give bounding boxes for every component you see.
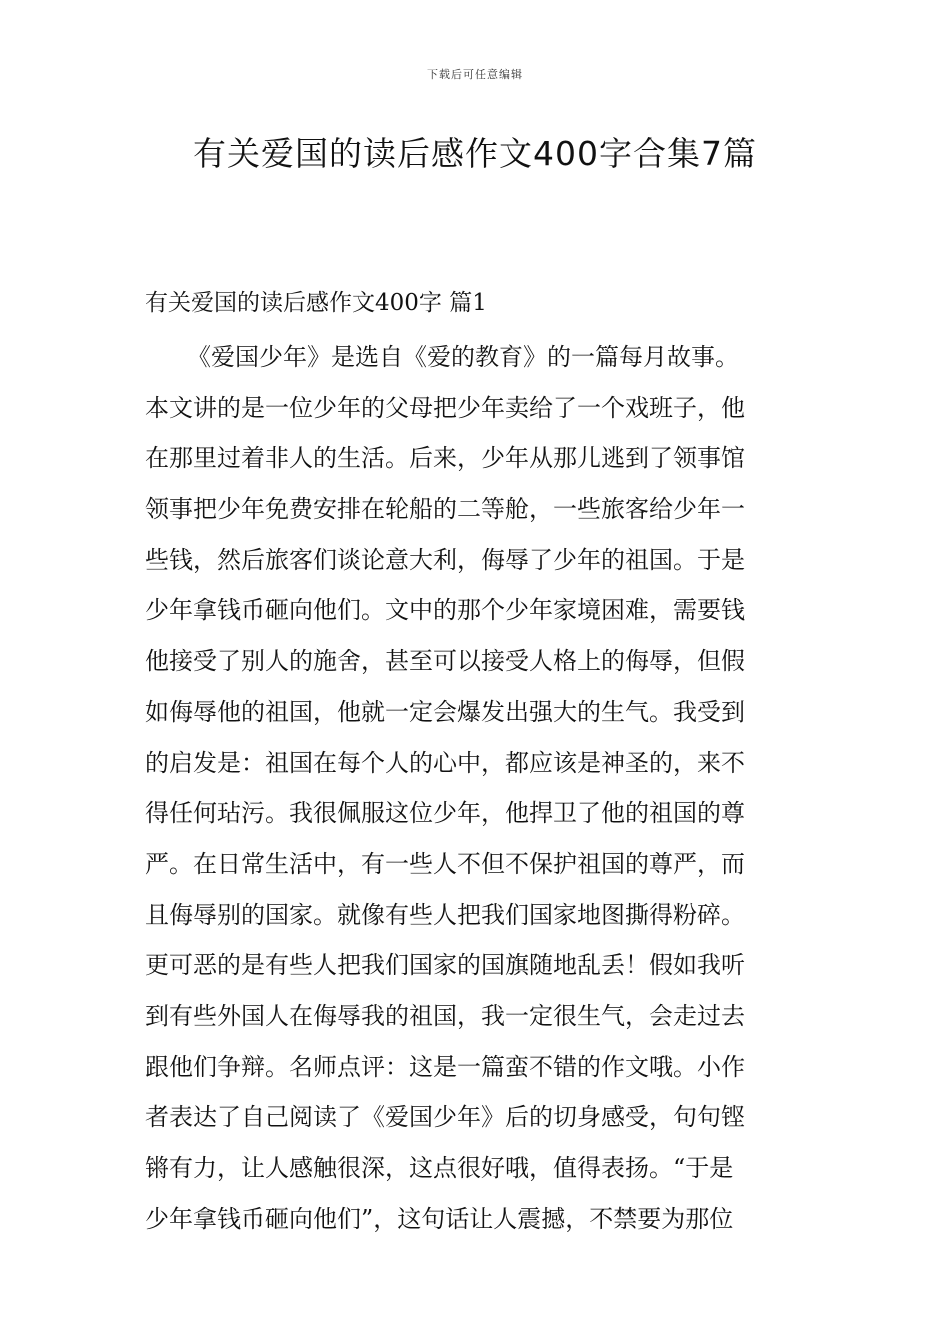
body-line: 得任何玷污。我很佩服这位少年，他捍卫了他的祖国的尊 xyxy=(145,799,745,828)
body-line: 《爱国少年》是选自《爱的教育》的一篇每月故事。 xyxy=(187,343,739,371)
document-title: 有关爱国的读后感作文400字合集7篇 xyxy=(193,134,757,173)
section-heading: 有关爱国的读后感作文400字 篇1 xyxy=(145,290,487,316)
body-line: 严。在日常生活中，有一些人不但不保护祖国的尊严，而 xyxy=(145,849,745,878)
body-line: 领事把少年免费安排在轮船的二等舱，一些旅客给少年一 xyxy=(145,495,745,524)
body-line: 且侮辱别的国家。就像有些人把我们国家地图撕得粉碎。 xyxy=(145,900,745,929)
body-line: 的启发是：祖国在每个人的心中，都应该是神圣的，来不 xyxy=(145,748,745,777)
body-line: 如侮辱他的祖国，他就一定会爆发出强大的生气。我受到 xyxy=(145,697,745,726)
body-line: 少年拿钱币砸向他们”，这句话让人震撼，不禁要为那位 xyxy=(145,1204,734,1233)
body-line: 本文讲的是一位少年的父母把少年卖给了一个戏班子，他 xyxy=(145,393,745,422)
body-line: 锵有力，让人感触很深，这点很好哦，值得表扬。“于是 xyxy=(145,1154,734,1182)
body-text xyxy=(145,332,807,1244)
body-line: 在那里过着非人的生活。后来，少年从那儿逃到了领事馆 xyxy=(145,444,745,473)
body-line: 到有些外国人在侮辱我的祖国，我一定很生气，会走过去 xyxy=(145,1001,745,1030)
body-line: 者表达了自己阅读了《爱国少年》后的切身感受，句句铿 xyxy=(145,1103,745,1132)
header-note: 下载后可任意编辑 xyxy=(427,68,523,81)
body-line: 他接受了别人的施舍，甚至可以接受人格上的侮辱，但假 xyxy=(145,647,745,676)
body-line: 些钱，然后旅客们谈论意大利，侮辱了少年的祖国。于是 xyxy=(145,545,745,574)
body-line: 更可恶的是有些人把我们国家的国旗随地乱丢！假如我听 xyxy=(145,951,745,980)
body-line: 跟他们争辩。名师点评：这是一篇蛮不错的作文哦。小作 xyxy=(145,1052,745,1081)
body-line: 少年拿钱币砸向他们。文中的那个少年家境困难，需要钱 xyxy=(145,596,745,625)
